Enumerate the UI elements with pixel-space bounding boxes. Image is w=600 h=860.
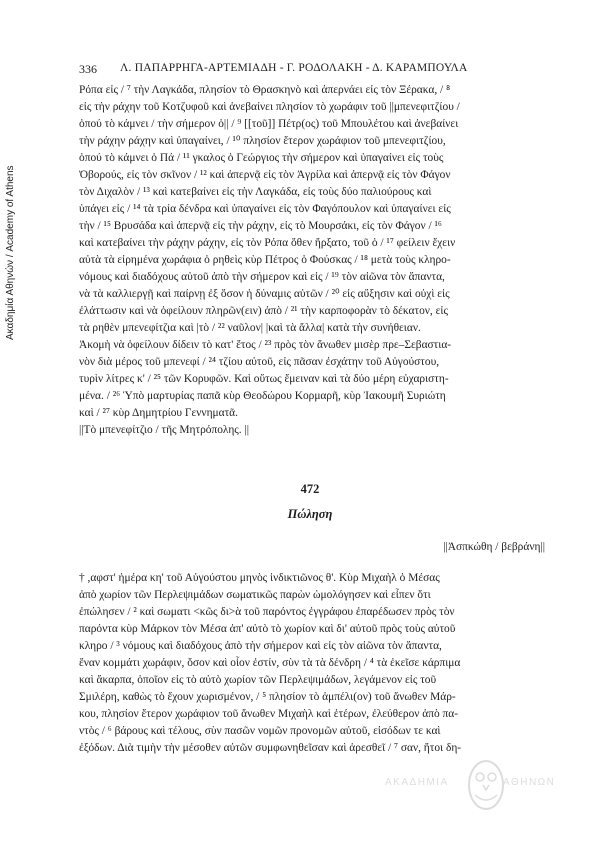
document-471-line: ὁπού τὸ κάμνει / τὴν σήμερον ὁ|| / ⁹ [[τοῦ]] Πέτρ(ος) τοῦ Μπουλέτου καὶ ἀνεβαίνει — [79, 118, 459, 130]
document-472-line: παρόντα κὺρ Μάρκον τὸν Μέσα ἀπ' αὐτὸ τὸ χωρίον καὶ δι' αὐτοῦ πρὸς τοὺς αὐτοῦ — [79, 623, 456, 635]
document-number: 472 — [300, 482, 320, 496]
document-471-line: Ρόπα εἰς / ⁷ τὴν Λαγκάδα, πλησίον τὸ Θρασκηνὸ καὶ ἀπερνάει εἰς τὸν Ξέρακα, / ⁸ — [79, 84, 451, 96]
document-471-line: νόμους καὶ διαδόχους αὐτοῦ ἀπὸ τὴν σήμερον καὶ εἰς / ¹⁹ τὸν αἰῶνα τὸν ἅπαντα, — [79, 271, 445, 283]
document-471-line: Ὀβορούς, εἰς τὸν σκῖνον / ¹² καὶ ἀπερνᾷ εἰς τὸν Ἀγρίλα καὶ ἀπερνᾷ εἰς τὸν Φάγον — [79, 169, 451, 181]
document-471-line: ||Τὸ μπενεφίτζιο / τῆς Μητρόπολης. || — [79, 424, 250, 436]
document-471-line: Ἀκομὴ νὰ ὀφείλουν δίδειν τὸ κατ' ἔτος / ²³ πρὸς τὸν ἄνωθεν μισὲρ πρε–Σεβαστια- — [79, 339, 452, 351]
document-471-line: καὶ / ²⁷ κὺρ Δημητρίου Γεννηματᾶ. — [79, 407, 238, 419]
document-472-text — [79, 570, 544, 757]
document-471-line: ὁπού τὸ κάμνει ὁ Πά / ¹¹ γκαλος ὁ Γεώργιος τὴν σήμερον καὶ ὑπαγαίνει εἰς τοὺς — [79, 152, 444, 164]
document-472-line: † ,αφστ' ἡμέρα κη' τοῦ Αὐγούστου μηνὸς ἰνδικτιῶνος θ'. Κὺρ Μιχαὴλ ὁ Μέσας — [79, 572, 440, 584]
document-472-line: ἐξόδων. Διὰ τιμὴν τὴν μέσοθεν αὐτῶν συμφωνηθεῖσαν καὶ ἀρεσθεῖ / ⁷ σαν, ἤτοι δη- — [79, 742, 462, 754]
document-endorsement: ||Ἀσπκώθη / βεβράνη|| — [443, 541, 545, 553]
document-472-line: ἐπώλησεν / ² καὶ σωματι <κῶς δι>ὰ τοῦ παρόντος ἐγγράφου ἐπαρέδωσεν πρὸς τὸν — [79, 606, 455, 618]
page-number: 336 — [79, 62, 97, 76]
side-label-text: Ακαδημία Αθηνών / Academy of Athens — [5, 165, 16, 340]
academy-watermark — [385, 755, 575, 815]
document-471-line: τὴν / ¹⁵ Βρυσάδα καὶ ἀπερνᾷ εἰς τὴν ράχην, εἰς τὸ Μουρσάκι, εἰς τὸν Φάγον / ¹⁶ — [79, 220, 442, 232]
watermark-right-text: ΑΘΗΝΩΝ — [503, 777, 556, 788]
document-471-line: τυρὶν λίτρες κ' / ²⁵ τῶν Κορυφῶν. Καὶ οὕτως ἔμειναν καὶ τὰ δύο μέρη εὐχαριστη- — [79, 373, 449, 385]
document-471-text — [79, 82, 544, 439]
document-471-line: εἰς τὴν ράχην τοῦ Κοτζυφοῦ καὶ ἀνεβαίνει πλησίον τὸ χωράφιν τοῦ ||μπενεφιτζίου / — [79, 101, 460, 113]
watermark-left-text: ΑΚΑΔΗΜΙΑ — [385, 777, 449, 788]
document-472-line: ἕναν κομμάτι χωράφιν, ὅσον καὶ οἷον ἐστίν, σὺν τὰ τὰ δένδρη / ⁴ τὰ ἐκεῖσε κάρπιμα — [79, 657, 461, 669]
document-471-line: νὸν διὰ μέρος τοῦ μπενεφί / ²⁴ τζίου αὐτοῦ, εἰς πᾶσαν ἐσχάτην τοῦ Αὐγούστου, — [79, 356, 440, 368]
running-head: Λ. ΠΑΠΑΡΡΗΓΑ-ΑΡΤΕΜΙΑΔΗ - Γ. ΡΟΔΟΛΑΚΗ - Δ. ΚΑΡΑΜΠΟΥΛΑ — [120, 62, 468, 74]
document-471-line: καὶ κατεβαίνει τὴν ράχην ράχην, εἰς τὸν Ρόπα ὅθεν ἤρξατο, τοῦ ὁ / ¹⁷ φείλειν ἔχειν — [79, 237, 456, 249]
document-472-line: ντὸς / ⁶ βάρους καὶ τέλους, σὺν πασῶν νομῶν προνομῶν αὐτοῦ, εἰσόδων τε καὶ — [79, 725, 441, 737]
document-471-line: τὰ ρηθὲν μπενεφίτζια καὶ |τὸ / ²² ναῦλον| |καὶ τὰ ἄλλα| κατὰ τὴν συνήθειαν. — [79, 322, 421, 334]
document-472-line: κληρο / ³ νόμους καὶ διαδόχους ἀπὸ τὴν σήμερον καὶ εἰς τὸν αἰῶνα τὸν ἅπαντα, — [79, 640, 442, 652]
document-471-line: νὰ τὰ καλλιεργῇ καὶ παίρνῃ ἐξ ὅσον ἡ δύναμις αὐτῶν / ²⁰ εἰς αὔξησιν καὶ οὐχὶ εἰς — [79, 288, 450, 300]
document-472-line: καὶ ἄκαρπα, ὁποῖον εἰς τὸ αὐτὸ χωρίον τῶν Περλεψιμάδων, λεγάμενον εἰς τοῦ — [79, 674, 437, 686]
document-471-line: τὴν ράχην ράχην καὶ ὑπαγαίνει, / ¹⁰ πλησίον ἕτερον χωράφιον τοῦ μπενεφιτζίου, — [79, 135, 446, 147]
document-471-line: ἐλάττωσιν καὶ νὰ ὀφείλουν πληρῶν(ειν) ἀπὸ / ²¹ τὴν καρποφορὰν τὸ δέκατον, εἰς — [79, 305, 448, 317]
document-471-line: ὑπάγει εἰς / ¹⁴ τὰ τρία δένδρα καὶ ὑπαγαίνει εἰς τὸν Φαγόπουλον καὶ ὑπαγαίνει εἰς — [79, 203, 451, 215]
document-title: Πώληση — [287, 507, 333, 521]
document-471-line: αὐτὰ τὰ εἰρημένα χωράφια ὁ ρηθεὶς κὺρ Πέτρος ὁ Φούσκας / ¹⁸ μετὰ τοὺς κληρο- — [79, 254, 451, 266]
document-472-line: ἀπὸ χωρίον τῶν Περλεψιμάδων σωματικῶς παρὼν ὡμολόγησεν καὶ εἶπεν ὅτι — [79, 589, 431, 601]
document-471-line: τὸν Διχαλὸν / ¹³ καὶ κατεβαίνει εἰς τὴν Λαγκάδα, εἰς τοὺς δύο παλιούρους καὶ — [79, 186, 432, 198]
document-472-line: Σμιλέρη, καθὼς τὸ ἔχουν χωρισμένον, / ⁵ πλησίον τὸ ἀμπέλι(ον) τοῦ ἄνωθεν Μάρ- — [79, 691, 456, 703]
document-471-line: μένα. / ²⁶ Ὑπὸ μαρτυρίας παπᾶ κὺρ Θεοδώρου Κορμαρῆ, κὺρ Ἰακουμῆ Συριώτη — [79, 390, 446, 402]
side-label — [5, 40, 19, 340]
document-472-line: κου, πλησίον ἕτερον χωράφιον τοῦ ἄνωθεν Μιχαὴλ καὶ ἑτέρων, ἐλεύθερον ἀπὸ πα- — [79, 708, 459, 720]
